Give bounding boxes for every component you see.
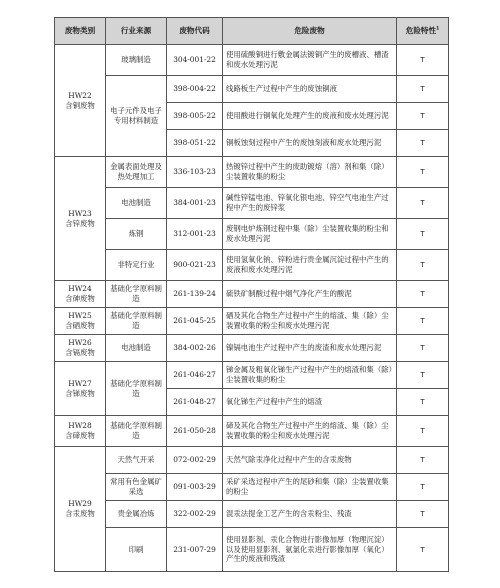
waste-description-cell: 使用酸进行铜氧化处理产生的废液和废水处理污泥	[223, 103, 397, 130]
category-name: 含汞废物	[65, 509, 95, 518]
waste-description-cell: 硒及其化合物生产过程中产生的熔渣、集（除）尘装置收集的粉尘和废水处理污泥	[223, 308, 397, 335]
waste-code-cell: 231-007-29	[167, 528, 223, 572]
waste-code-cell: 384-002-26	[167, 335, 223, 362]
hazard-property-cell: T	[397, 308, 449, 335]
category-code: HW26	[68, 338, 92, 348]
table-row	[55, 335, 449, 362]
hazard-property-cell: T	[397, 45, 449, 76]
industry-cell: 电子元件及电子专用材料制造	[106, 76, 167, 157]
waste-code-cell: 312-001-23	[167, 219, 223, 250]
hazard-property-cell: T	[397, 474, 449, 501]
table-row	[55, 219, 449, 250]
hazard-property-cell: T	[397, 528, 449, 572]
waste-code-cell: 336-103-23	[167, 157, 223, 188]
industry-cell: 非特定行业	[106, 250, 167, 281]
table-row	[55, 447, 449, 474]
header-code: 废物代码	[167, 18, 223, 45]
waste-code-cell: 398-051-22	[167, 130, 223, 157]
hazard-property-cell: T	[397, 130, 449, 157]
waste-description-cell: 使用硫酸铜进行敷金属法镀铜产生的废槽液、槽渣和废水处理污泥	[223, 45, 397, 76]
hazard-property-cell: T	[397, 281, 449, 308]
waste-description-cell: 废钢电炉炼钢过程中集（除）尘装置收集的粉尘和废水处理污泥	[223, 219, 397, 250]
table-row	[55, 188, 449, 219]
category-cell	[55, 157, 106, 281]
category-cell	[55, 416, 106, 447]
category-code: HW27	[68, 378, 92, 388]
industry-cell: 电池制造	[106, 188, 167, 219]
category-code: HW23	[68, 208, 92, 218]
waste-description-cell: 锑金属及粗氧化锑生产过程中产生的熔渣和集（除）尘装置收集的粉尘	[223, 362, 397, 389]
waste-code-cell: 398-004-22	[167, 76, 223, 103]
category-name: 含碲废物	[65, 431, 95, 440]
hazard-property-cell: T	[397, 103, 449, 130]
category-name: 含锌废物	[65, 218, 95, 228]
waste-code-cell: 900-021-23	[167, 250, 223, 281]
industry-cell: 基础化学原料制造	[106, 308, 167, 335]
industry-cell: 贵金属冶炼	[106, 501, 167, 528]
industry-cell: 金属表面处理及热处理加工	[106, 157, 167, 188]
waste-code-cell: 261-050-28	[167, 416, 223, 447]
waste-code-cell: 304-001-22	[167, 45, 223, 76]
header-property-label: 危险特性	[405, 25, 437, 35]
industry-cell: 基础化学原料制造	[106, 362, 167, 416]
header-waste: 危险废物	[223, 18, 397, 45]
category-cell	[55, 281, 106, 308]
category-code: HW29	[68, 499, 92, 509]
category-name: 含镉废物	[65, 348, 95, 357]
waste-code-cell: 261-046-27	[167, 362, 223, 389]
industry-cell: 玻璃制造	[106, 45, 167, 76]
hazard-property-cell: T	[397, 362, 449, 389]
waste-code-cell: 398-005-22	[167, 103, 223, 130]
table-row	[55, 45, 449, 76]
waste-code-cell: 261-045-25	[167, 308, 223, 335]
category-name: 含砷废物	[65, 294, 95, 303]
hazard-property-cell: T	[397, 250, 449, 281]
category-code: HW25	[68, 311, 92, 321]
category-cell	[55, 447, 106, 572]
waste-code-cell: 091-003-29	[167, 474, 223, 501]
hazard-property-cell: T	[397, 188, 449, 219]
waste-description-cell: 硫铁矿制酸过程中烟气净化产生的酸泥	[223, 281, 397, 308]
waste-description-cell: 使用显影剂、汞化合物进行影像加厚（物理沉淀）以及使用显影剂、氨氯化汞进行影像加厚（氧化）产生的废液和残渣	[223, 528, 397, 572]
category-cell	[55, 45, 106, 157]
waste-description-cell: 混汞法提金工艺产生的含汞粉尘、残渣	[223, 501, 397, 528]
waste-description-cell: 镍镉电池生产过程中产生的废渣和废水处理污泥	[223, 335, 397, 362]
category-name: 含锑废物	[65, 388, 95, 398]
industry-cell: 炼钢	[106, 219, 167, 250]
waste-code-cell: 384-001-23	[167, 188, 223, 219]
hazard-property-cell: T	[397, 389, 449, 416]
waste-description-cell: 采矿采选过程中产生的尾砂和集（除）尘装置收集的粉尘	[223, 474, 397, 501]
table-row	[55, 528, 449, 572]
table-row	[55, 308, 449, 335]
hazard-property-cell: T	[397, 416, 449, 447]
hazard-property-cell: T	[397, 157, 449, 188]
category-name: 含硒废物	[65, 321, 95, 330]
waste-description-cell: 氧化锑生产过程中产生的熔渣	[223, 389, 397, 416]
waste-code-cell: 261-139-24	[167, 281, 223, 308]
waste-description-cell: 碲及其化合物生产过程中产生的熔渣、集（除）尘装置收集的粉尘和废水处理污泥	[223, 416, 397, 447]
table-header-row	[55, 18, 449, 45]
waste-code-cell: 322-002-29	[167, 501, 223, 528]
waste-description-cell: 碱性锌锰电池、锌氧化银电池、锌空气电池生产过程中产生的废锌浆	[223, 188, 397, 219]
waste-code-cell: 261-048-27	[167, 389, 223, 416]
table-row	[55, 501, 449, 528]
waste-description-cell: 线路板生产过程中产生的废蚀铜液	[223, 76, 397, 103]
hazard-property-cell: T	[397, 219, 449, 250]
table-row	[55, 362, 449, 389]
table-row	[55, 281, 449, 308]
category-cell	[55, 308, 106, 335]
hazardous-waste-table	[54, 17, 449, 572]
waste-code-cell: 072-002-29	[167, 447, 223, 474]
category-name: 含铜废物	[65, 100, 95, 110]
industry-cell: 基础化学原料制造	[106, 416, 167, 447]
industry-cell: 印刷	[106, 528, 167, 572]
industry-cell: 基础化学原料制造	[106, 281, 167, 308]
table-row	[55, 474, 449, 501]
table-row	[55, 250, 449, 281]
waste-description-cell: 使用氢氧化钠、锌粉进行贵金属沉淀过程中产生的废液和废水处理污泥	[223, 250, 397, 281]
category-code: HW24	[68, 284, 92, 294]
hazard-property-cell: T	[397, 76, 449, 103]
hazard-property-cell: T	[397, 501, 449, 528]
industry-cell: 天然气开采	[106, 447, 167, 474]
table-row	[55, 76, 449, 103]
header-property	[397, 18, 449, 45]
waste-description-cell: 热镀锌过程中产生的废助镀熔（溶）剂和集（除）尘装置收集的粉尘	[223, 157, 397, 188]
header-property-note: 1	[436, 26, 440, 32]
waste-description-cell: 天然气除汞净化过程中产生的含汞废物	[223, 447, 397, 474]
industry-cell: 常用有色金属矿采选	[106, 474, 167, 501]
hazard-property-cell: T	[397, 447, 449, 474]
category-code: HW28	[68, 421, 92, 431]
table-row	[55, 157, 449, 188]
industry-cell: 电池制造	[106, 335, 167, 362]
header-category: 废物类别	[55, 18, 106, 45]
table-body	[55, 45, 449, 572]
category-cell	[55, 335, 106, 362]
table-row	[55, 416, 449, 447]
category-code: HW22	[68, 90, 92, 100]
category-cell	[55, 362, 106, 416]
header-industry: 行业来源	[106, 18, 167, 45]
hazard-property-cell: T	[397, 335, 449, 362]
waste-description-cell: 铜板蚀刻过程中产生的废蚀刻液和废水处理污泥	[223, 130, 397, 157]
